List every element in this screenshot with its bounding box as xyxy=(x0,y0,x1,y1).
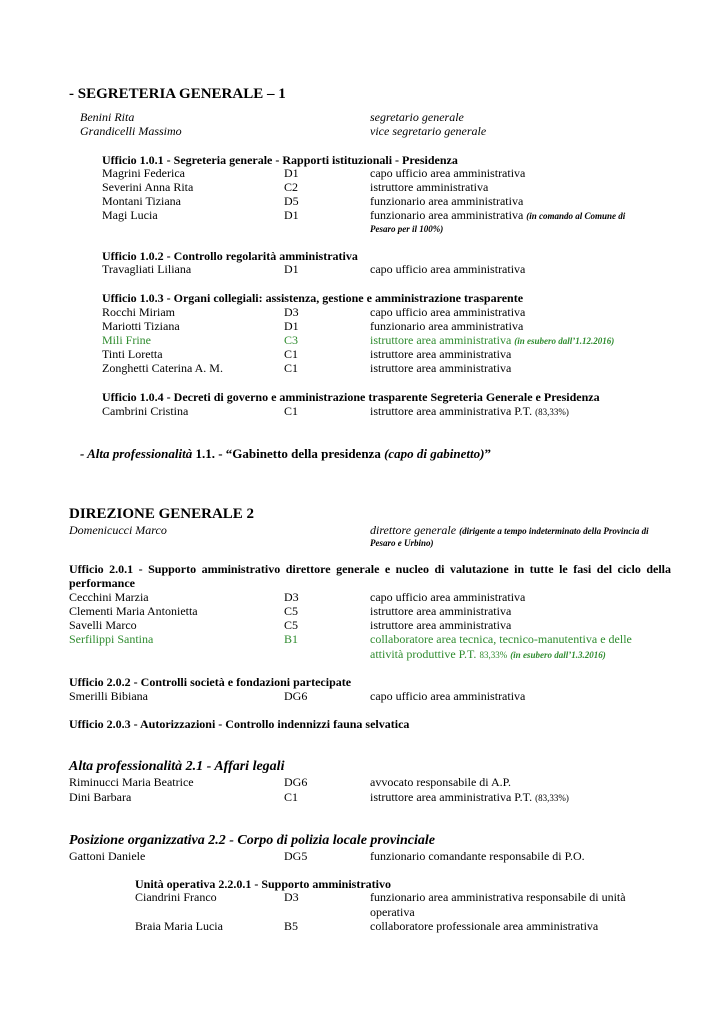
staff-category: C1 xyxy=(284,361,299,375)
surplus-note: (in esubero dall’1.12.2016) xyxy=(514,336,615,346)
staff-role-cont xyxy=(370,647,606,662)
staff-name: Montani Tiziana xyxy=(102,194,182,208)
staff-role: capo ufficio area amministrativa xyxy=(370,689,526,703)
staff-pct: (83,33%) xyxy=(535,407,569,417)
staff-pct: 83,33% xyxy=(479,650,508,660)
staff-role: funzionario comandante responsabile di P.O. xyxy=(370,849,585,863)
alta-professionalita-1-1 xyxy=(80,447,491,461)
ap-title: 1.1. - “Gabinetto della presidenza xyxy=(192,446,385,461)
ap-prefix: - Alta professionalità xyxy=(80,446,193,461)
staff-name: Cecchini Marzia xyxy=(69,590,149,604)
staff-role: istruttore area amministrativa P.T. xyxy=(370,790,533,804)
staff-category: B1 xyxy=(284,632,299,646)
staff-category: D5 xyxy=(284,194,299,208)
leader-role: vice segretario generale xyxy=(370,124,487,138)
staff-role: collaboratore area tecnica, tecnico-manutentiva e delle xyxy=(370,632,632,646)
staff-name: Severini Anna Rita xyxy=(102,180,194,194)
staff-note: (in comando al Comune di xyxy=(526,211,626,221)
staff-category: D3 xyxy=(284,305,299,319)
section-title-segreteria: - SEGRETERIA GENERALE – 1 xyxy=(69,86,286,102)
staff-role: capo ufficio area amministrativa xyxy=(370,305,526,319)
staff-role: funzionario area amministrativa xyxy=(370,208,524,222)
staff-role: avvocato responsabile di A.P. xyxy=(370,775,511,789)
staff-role-with-pct xyxy=(370,790,569,805)
staff-role: istruttore area amministrativa xyxy=(370,361,512,375)
office-title-1-0-1: Ufficio 1.0.1 - Segreteria generale - Rapporti istituzionali - Presidenza xyxy=(102,153,458,167)
staff-role: istruttore area amministrativa xyxy=(370,333,512,347)
staff-role: istruttore area amministrativa xyxy=(370,604,512,618)
staff-name-surplus: Mili Frine xyxy=(102,333,152,347)
staff-name: Savelli Marco xyxy=(69,618,137,632)
staff-name: Magi Lucia xyxy=(102,208,158,222)
office-title-2-0-1: Ufficio 2.0.1 - Supporto amministrativo direttore generale e nucleo di valutazione in tutte le fasi del ciclo della xyxy=(69,562,671,576)
staff-role-with-note xyxy=(370,333,614,348)
staff-category: C2 xyxy=(284,180,299,194)
staff-category: D1 xyxy=(284,262,299,276)
staff-category: DG5 xyxy=(284,849,308,863)
staff-category: B5 xyxy=(284,919,299,933)
staff-role-with-pct xyxy=(370,404,569,419)
leader-name: Domenicucci Marco xyxy=(69,523,167,537)
leader-role: segretario generale xyxy=(370,110,464,124)
staff-name: Mariotti Tiziana xyxy=(102,319,180,333)
posizione-organizzativa-2-2: Posizione organizzativa 2.2 - Corpo di polizia locale provinciale xyxy=(69,833,435,848)
staff-category: DG6 xyxy=(284,775,308,789)
staff-role: istruttore area amministrativa P.T. xyxy=(370,404,533,418)
staff-category: C1 xyxy=(284,347,299,361)
staff-category: D1 xyxy=(284,319,299,333)
staff-name: Clementi Maria Antonietta xyxy=(69,604,198,618)
staff-category: C1 xyxy=(284,790,299,804)
staff-name: Tinti Loretta xyxy=(102,347,163,361)
staff-role: istruttore area amministrativa xyxy=(370,347,512,361)
staff-name: Smerilli Bibiana xyxy=(69,689,148,703)
staff-role: funzionario area amministrativa responsabile di unità xyxy=(370,890,626,904)
leader-name: Benini Rita xyxy=(80,110,135,124)
staff-role: capo ufficio area amministrativa xyxy=(370,590,526,604)
staff-name: Riminucci Maria Beatrice xyxy=(69,775,194,789)
ap-italic: (capo di gabinetto) xyxy=(384,446,485,461)
staff-note-cont: Pesaro per il 100%) xyxy=(370,224,444,234)
staff-category: C5 xyxy=(284,618,299,632)
staff-category: C3 xyxy=(284,333,299,347)
leader-name: Grandicelli Massimo xyxy=(80,124,182,138)
staff-role: istruttore area amministrativa xyxy=(370,618,512,632)
ap-end: ” xyxy=(484,446,491,461)
staff-name: Cambrini Cristina xyxy=(102,404,189,418)
office-title-1-0-3: Ufficio 1.0.3 - Organi collegiali: assistenza, gestione e amministrazione trasparente xyxy=(102,291,524,305)
office-title-2-0-3: Ufficio 2.0.3 - Autorizzazioni - Controllo indennizzi fauna selvatica xyxy=(69,717,410,731)
staff-role: funzionario area amministrativa xyxy=(370,194,524,208)
surplus-note: (in esubero dall’1.3.2016) xyxy=(510,650,606,660)
staff-name: Braia Maria Lucia xyxy=(135,919,223,933)
staff-pct: (83,33%) xyxy=(535,793,569,803)
staff-role: attività produttive P.T. xyxy=(370,647,477,661)
section-title-direzione: DIREZIONE GENERALE 2 xyxy=(69,506,255,522)
staff-name: Magrini Federica xyxy=(102,166,185,180)
staff-name: Rocchi Miriam xyxy=(102,305,175,319)
staff-category: C5 xyxy=(284,604,299,618)
staff-role: funzionario area amministrativa xyxy=(370,319,524,333)
staff-name: Gattoni Daniele xyxy=(69,849,146,863)
leader-note-cont: Pesaro e Urbino) xyxy=(370,538,434,548)
staff-role: collaboratore professionale area amministrativa xyxy=(370,919,599,933)
office-title-1-0-2: Ufficio 1.0.2 - Controllo regolarità amministrativa xyxy=(102,249,358,263)
staff-name: Dini Barbara xyxy=(69,790,132,804)
unita-operativa-2-2-0-1: Unità operativa 2.2.0.1 - Supporto amministrativo xyxy=(135,877,391,891)
office-title-2-0-2: Ufficio 2.0.2 - Controlli società e fondazioni partecipate xyxy=(69,675,352,689)
staff-category: C1 xyxy=(284,404,299,418)
staff-category: D3 xyxy=(284,890,299,904)
staff-role: istruttore amministrativa xyxy=(370,180,489,194)
staff-role: capo ufficio area amministrativa xyxy=(370,166,526,180)
staff-category: D1 xyxy=(284,166,299,180)
staff-role-with-note xyxy=(370,208,625,223)
staff-name: Ciandrini Franco xyxy=(135,890,217,904)
leader-role: direttore generale xyxy=(370,523,457,537)
leader-note: (dirigente a tempo indeterminato della Provincia di xyxy=(459,526,649,536)
staff-category: D1 xyxy=(284,208,299,222)
staff-name: Zonghetti Caterina A. M. xyxy=(102,361,223,375)
staff-role: capo ufficio area amministrativa xyxy=(370,262,526,276)
staff-role-cont: operativa xyxy=(370,905,415,919)
alta-professionalita-2-1: Alta professionalità 2.1 - Affari legali xyxy=(69,759,285,774)
staff-name: Travagliati Liliana xyxy=(102,262,192,276)
office-title-1-0-4: Ufficio 1.0.4 - Decreti di governo e amministrazione trasparente Segreteria Generale e Presidenza xyxy=(102,390,600,404)
office-title-2-0-1-cont: performance xyxy=(69,576,135,590)
staff-name-surplus: Serfilippi Santina xyxy=(69,632,154,646)
staff-category: DG6 xyxy=(284,689,308,703)
staff-category: D3 xyxy=(284,590,299,604)
